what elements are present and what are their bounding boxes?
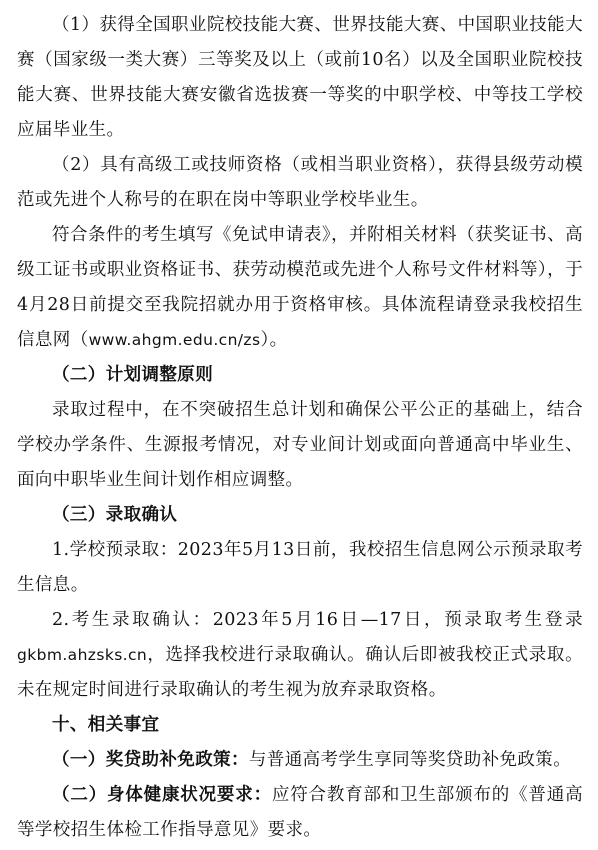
admissions-website-link[interactable]: www.ahgm.edu.cn/zs (88, 331, 261, 349)
confirmation-site-link[interactable]: gkbm.ahzsks.cn (17, 646, 148, 664)
paragraph-text: ）。 (260, 330, 288, 350)
paragraph-application-procedure (17, 218, 583, 358)
paragraph-bold-label: （二）身体健康状况要求： (52, 785, 272, 805)
paragraph-text: ，选择我校进行录取确认。确认后即被我校正式录取。未在规定时间进行录取确认的考生视为放弃录取资格。 (17, 645, 583, 700)
paragraph-bold-label: （一）奖贷助补免政策： (52, 750, 249, 770)
paragraph-text: （2）具有高级工或技师资格（或相当职业资格），获得县级劳动模范或先进个人称号的在职在岗中等职业学校毕业生。 (17, 155, 583, 210)
paragraph-health-requirements (17, 778, 583, 848)
paragraph-text: （1）获得全国职业院校技能大赛、世界技能大赛、中国职业技能大赛（国家级一类大赛）三等奖及以上（或前10名）以及全国职业院校技能大赛、世界技能大赛安徽省选拔赛一等奖的中职学校、中等技工学校应届毕业生。 (17, 15, 583, 140)
paragraph-pre-admission (17, 533, 583, 603)
paragraph-text: 1.学校预录取：2023年5月13日前，我校招生信息网公示预录取考生信息。 (17, 540, 583, 595)
paragraph-text: 录取过程中，在不突破招生总计划和确保公平公正的基础上，结合学校办学条件、生源报考情况，对专业间计划或面向普通高中毕业生、面向中职毕业生间计划作相应调整。 (17, 400, 583, 490)
section-heading-related-matters: 十、相关事宜 (52, 715, 160, 735)
paragraph-admission-confirmation (17, 603, 583, 708)
paragraph-financial-aid-policy (17, 743, 583, 778)
paragraph-text: 2.考生录取确认：2023年5月16日—17日，预录取考生登录 (52, 610, 583, 630)
section-heading-plan-adjustment: （二）计划调整原则 (52, 365, 214, 385)
paragraph-text: 与普通高考学生享同等奖贷助补免政策。 (248, 750, 572, 770)
section-heading-admission-confirmation: （三）录取确认 (52, 505, 178, 525)
paragraph-text: 应符合教育部和卫生部颁布的《普通高等学校招生体检工作指导意见》要求。 (17, 785, 583, 840)
paragraph-award-conditions (17, 8, 583, 148)
paragraph-text: 符合条件的考生填写《免试申请表》，并附相关材料（获奖证书、高级工证书或职业资格证书、获劳动模范或先进个人称号文件材料等），于4月28日前提交至我院招就办用于资格审核。具体流程请登录我校招生信息网（ (17, 225, 583, 350)
paragraph-qualification-conditions (17, 148, 583, 218)
paragraph-plan-adjustment (17, 393, 583, 498)
